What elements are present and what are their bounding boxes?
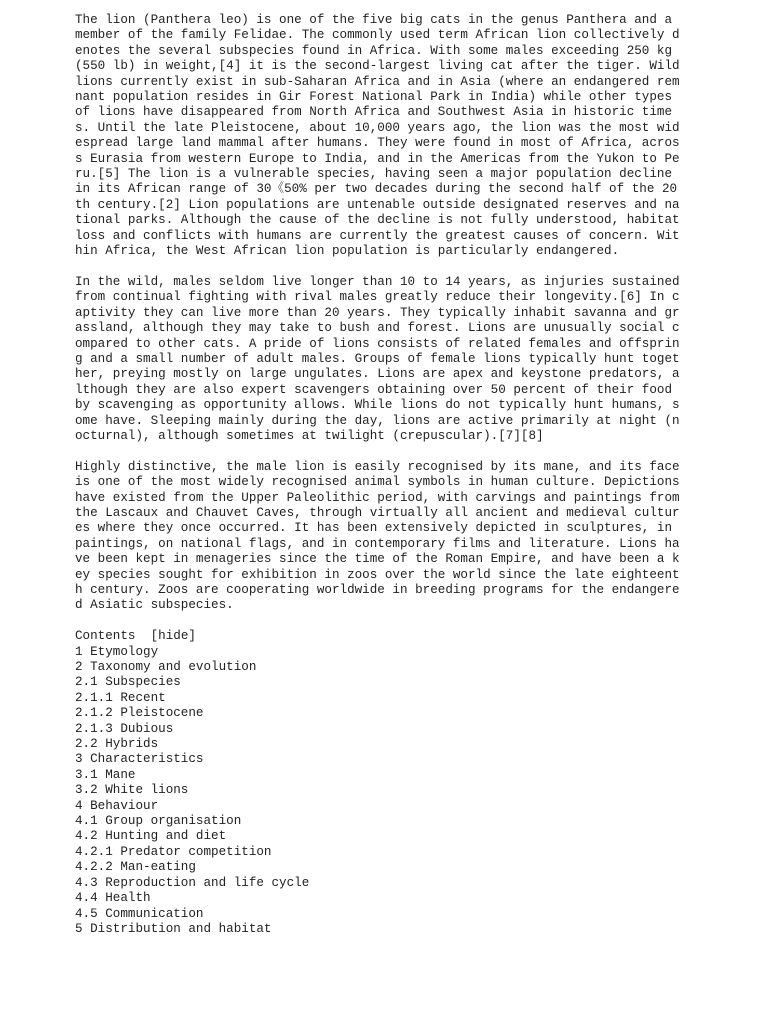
document-body (75, 13, 688, 937)
toc-item[interactable]: 3.2 White lions (75, 783, 189, 798)
toc-item[interactable]: 4.4 Health (75, 891, 151, 906)
toc-item[interactable]: 4.5 Communication (75, 906, 204, 921)
toc-item[interactable]: 5 Distribution and habitat (75, 921, 272, 936)
toc-item[interactable]: 2.1.1 Recent (75, 690, 166, 705)
toc-item[interactable]: 2.1 Subspecies (75, 675, 181, 690)
toc-item[interactable]: 1 Etymology (75, 644, 159, 659)
toc-item[interactable]: 2.1.3 Dubious (75, 721, 174, 736)
toc-item[interactable]: 4 Behaviour (75, 798, 159, 813)
table-of-contents (75, 629, 681, 937)
toc-item[interactable]: 4.1 Group organisation (75, 814, 242, 829)
toc-item[interactable]: 4.3 Reproduction and life cycle (75, 875, 310, 890)
toc-item[interactable]: 4.2 Hunting and diet (75, 829, 227, 844)
toc-item[interactable]: 2 Taxonomy and evolution (75, 660, 257, 675)
toc-header (75, 629, 681, 644)
toc-hide-toggle[interactable]: [hide] (150, 629, 196, 644)
article-paragraph-1: The lion (Panthera leo) is one of the five big cats in the genus Panthera and a member of the family Felidae. The commonly used term African lion collectively denotes the several subspecies found in Africa. With some males exceeding 250 kg (550 lb) in weight,[4] it is the second-largest living cat after the tiger. Wild lions currently exist in sub-Saharan Africa and in Asia (where an endangered remnant population resides in Gir Forest National Park in India) while other types of lions have disappeared from North Africa and Southwest Asia in historic times. Until the late Pleistocene, about 10,000 years ago, the lion was the most widespread large land mammal after humans. They were found in most of Africa, across Eurasia from western Europe to India, and in the Americas from the Yukon to Peru.[5] The lion is a vulnerable species, having seen a major population decline in its African range of 30《50% per two decades during the second half of the 20th century.[2] Lion populations are untenable outside designated reserves and national parks. Although the cause of the decline is not fully understood, habitat loss and conflicts with humans are currently the greatest causes of concern. Within Africa, the West African lion population is particularly endangered. (75, 13, 688, 259)
toc-item[interactable]: 4.2.2 Man-eating (75, 860, 196, 875)
toc-item[interactable]: 3 Characteristics (75, 752, 204, 767)
toc-item[interactable]: 2.1.2 Pleistocene (75, 706, 204, 721)
toc-item[interactable]: 3.1 Mane (75, 767, 136, 782)
article-paragraph-3: Highly distinctive, the male lion is easily recognised by its mane, and its face is one of the most widely recognised animal symbols in human culture. Depictions have existed from the Upper Paleolithic period, with carvings and paintings from the Lascaux and Chauvet Caves, through virtually all ancient and medieval cultures where they once occurred. It has been extensively depicted in sculptures, in paintings, on national flags, and in contemporary films and literature. Lions have been kept in menageries since the time of the Roman Empire, and have been a key species sought for exhibition in zoos over the world since the late eighteenth century. Zoos are cooperating worldwide in breeding programs for the endangered Asiatic subspecies. (75, 459, 688, 613)
toc-item[interactable]: 4.2.1 Predator competition (75, 844, 272, 859)
toc-title: Contents (75, 629, 136, 644)
toc-item[interactable]: 2.2 Hybrids (75, 737, 159, 752)
toc-list (75, 645, 681, 938)
article-paragraph-2: In the wild, males seldom live longer than 10 to 14 years, as injuries sustained from continual fighting with rival males greatly reduce their longevity.[6] In captivity they can live more than 20 years. They typically inhabit savanna and grassland, although they may take to bush and forest. Lions are unusually social compared to other cats. A pride of lions consists of related females and offspring and a small number of adult males. Groups of female lions typically hunt together, preying mostly on large ungulates. Lions are apex and keystone predators, although they are also expert scavengers obtaining over 50 percent of their food by scavenging as opportunity allows. While lions do not typically hunt humans, some have. Sleeping mainly during the day, lions are active primarily at night (nocturnal), although sometimes at twilight (crepuscular).[7][8] (75, 274, 688, 443)
